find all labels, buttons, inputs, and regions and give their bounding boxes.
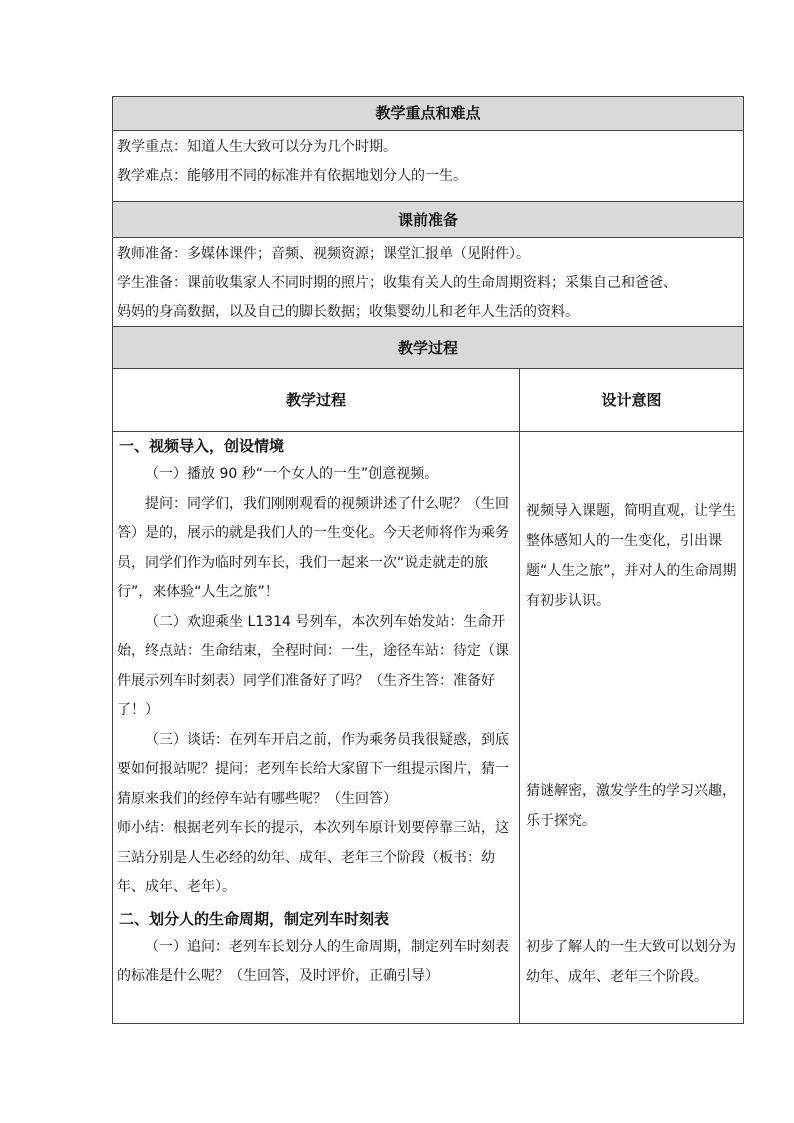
teacher-preparation: 教师准备：多媒体课件；音频、视频资源；课堂汇报单（见附件）。 [117,246,530,262]
student-preparation-line1: 学生准备：课前收集家人不同时期的照片；收集有关人的生命周期资料；采集自己和爸爸、 [117,275,677,291]
preparation-content [113,237,743,326]
process-column-headers [113,368,743,431]
student-preparation-line2: 妈妈的身高数据，以及自己的脚长数据；收集婴幼儿和老年人生活的资料。 [117,304,579,320]
intent-1: 视频导入课题，简明直观，让学生整体感知人的一生变化，引出课题“人生之旅”，并对人的生命周期有初步认识。 [526,503,737,609]
paragraph-5: 师小结：根据老列车长的提示，本次列车原计划要停靠三站，这三站分别是人生必经的幼年、成年、老年三个阶段（板书：幼年、成年、老年）。 [117,820,509,895]
paragraph-1: （一）播放 90 秒“一个女人的一生”创意视频。 [145,466,439,482]
focus-header: 教学重点和难点 [113,97,743,130]
process-header: 教学过程 [113,326,743,368]
difficult-point: 教学难点：能够用不同的标准并有依据地划分人的一生。 [117,168,467,184]
column-header-intent: 设计意图 [601,391,662,409]
paragraph-2: 提问：同学们，我们刚刚观看的视频讲述了什么呢？（生回答）是的，展示的就是我们人的一生变化。今天老师将作为乘务员，同学们作为临时列车长，我们一起来一次“说走就走的旅行”，来体验“人生之旅”！ [117,495,509,600]
lesson-plan-table [112,96,744,1024]
intent-column [520,432,743,1023]
intent-2: 猜谜解密，激发学生的学习兴趣，乐于探究。 [526,783,736,829]
paragraph-4: （三）谈话：在列车开启之前，作为乘务员我很疑惑，到底要如何报站呢？提问：老列车长给大家留下一组提示图片，猜一猜原来我们的经停车站有哪些呢？（生回答） [117,731,509,807]
column-header-process: 教学过程 [113,369,520,431]
process-column [113,432,520,1023]
section1-title: 一、视频导入，创设情境 [119,437,285,455]
paragraph-6: （一）追问：老列车长划分人的生命周期，制定列车时刻表的标准是什么呢？（生回答，及时评价，正确引导） [117,938,509,984]
section2-title: 二、划分人的生命周期，制定列车时刻表 [119,909,390,928]
key-point: 教学重点：知道人生大致可以分为几个时期。 [117,139,397,155]
process-body [113,431,743,1023]
preparation-header: 课前准备 [113,201,743,237]
paragraph-3: （二）欢迎乘坐 L1314 号列车，本次列车始发站：生命开始，终点站：生命结束，全程时间：一生，途径车站：待定（课件展示列车时刻表）同学们准备好了吗？（生齐生答：准备好了！） [117,613,509,718]
intent-3: 初步了解人的一生大致可以划分为幼年、成年、老年三个阶段。 [526,939,736,985]
focus-content [113,130,743,201]
